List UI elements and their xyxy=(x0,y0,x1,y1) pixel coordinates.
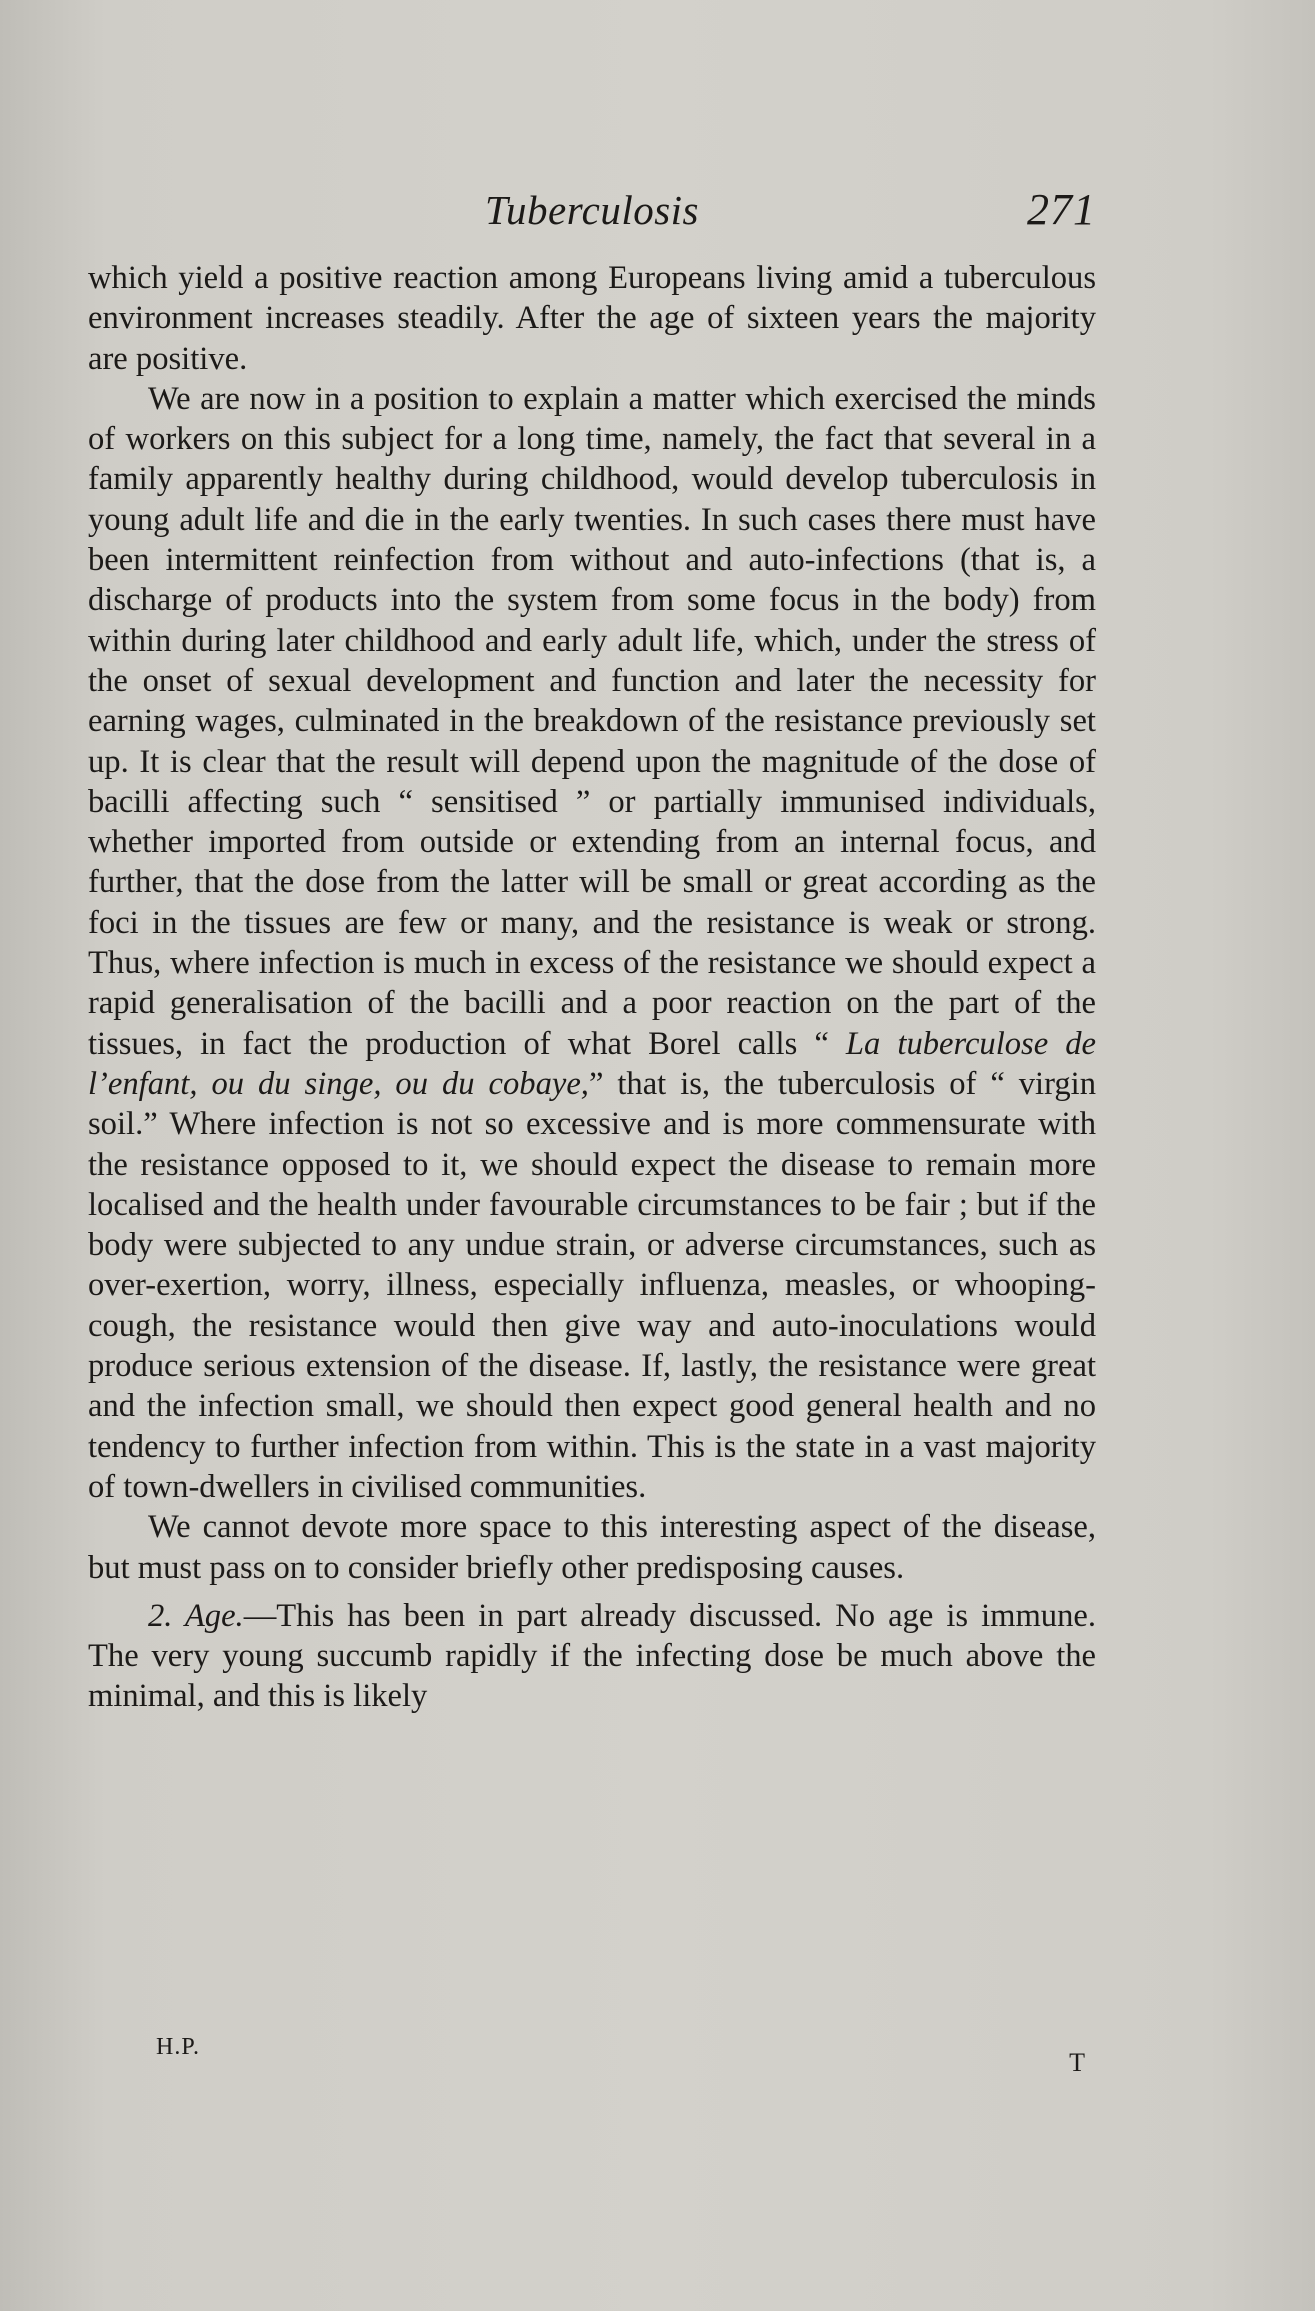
paragraph-predisposing: We cannot devote more space to this interesting aspect of the disease, but must pass on to consider briefly other predisposing causes. xyxy=(88,1509,1096,1586)
signature-mark: H.P. xyxy=(156,2034,201,2060)
section-label: 2. Age. xyxy=(148,1597,244,1634)
running-title: Tuberculosis xyxy=(484,187,700,233)
page-header xyxy=(88,186,1096,246)
page-footer xyxy=(88,2034,1096,2077)
paragraph-age xyxy=(88,1596,1096,1717)
paragraph-text: ” that is, the tuberculosis of “ virgin soil.” Where infection is not so excessive and is more commensurate with the resistance opposed to it, we should expect the disease to remain more localised and the health under favourable circumstances to be fair ; but if the body were subjected to any undue strain, or adverse circumstances, such as over-exertion, worry, illness, especially influenza, measles, or whooping-cough, the resistance would then give way and auto-inoculations would produce serious extension of the disease. If, lastly, the resistance were great and the infection small, we should then expect good general health and no tendency to further infection from within. This is the state in a vast majority of town-dwellers in civilised communities. xyxy=(88,1065,1096,1505)
italic-quote: La tuberculose de l’enfant, ou du singe, ou du cobaye, xyxy=(88,1025,1096,1102)
page-number: 271 xyxy=(1027,185,1096,234)
body-text xyxy=(88,258,1096,1717)
paragraph-continuation: which yield a positive reaction among Europeans living amid a tuberculous environment increases steadily. After the age of sixteen years the majority are positive. xyxy=(88,260,1096,377)
signature-letter: T xyxy=(1069,2048,1086,2077)
paragraph-resistance xyxy=(88,379,1096,1507)
paragraph-text: —This has been in part already discussed. No age is immune. The very young succumb rapidly if the infecting dose be much above the minimal, and this is likely xyxy=(88,1597,1096,1715)
paragraph-text: We are now in a position to explain a matter which exercised the minds of workers on this subject for a long time, namely, the fact that several in a family apparently healthy during childhood, would develop tuberculosis in young adult life and die in the early twenties. In such cases there must have been intermittent reinfection from without and auto-infections (that is, a discharge of products into the system from some focus in the body) from within during later childhood and early adult life, which, under the stress of the onset of sexual development and function and later the necessity for earning wages, culminated in the breakdown of the resistance previously set up. It is clear that the result will depend upon the magnitude of the dose of bacilli affecting such “ sensitised ” or partially immunised individuals, whether imported from outside or extending from an internal focus, and further, that the dose from the latter will be small or great according as the foci in the tissues are few or many, and the resistance is weak or strong. Thus, where infection is much in excess of the resistance we should expect a rapid generalisation of the bacilli and a poor reaction on the part of the tissues, in fact the production of what Borel calls “ xyxy=(88,380,1096,1062)
